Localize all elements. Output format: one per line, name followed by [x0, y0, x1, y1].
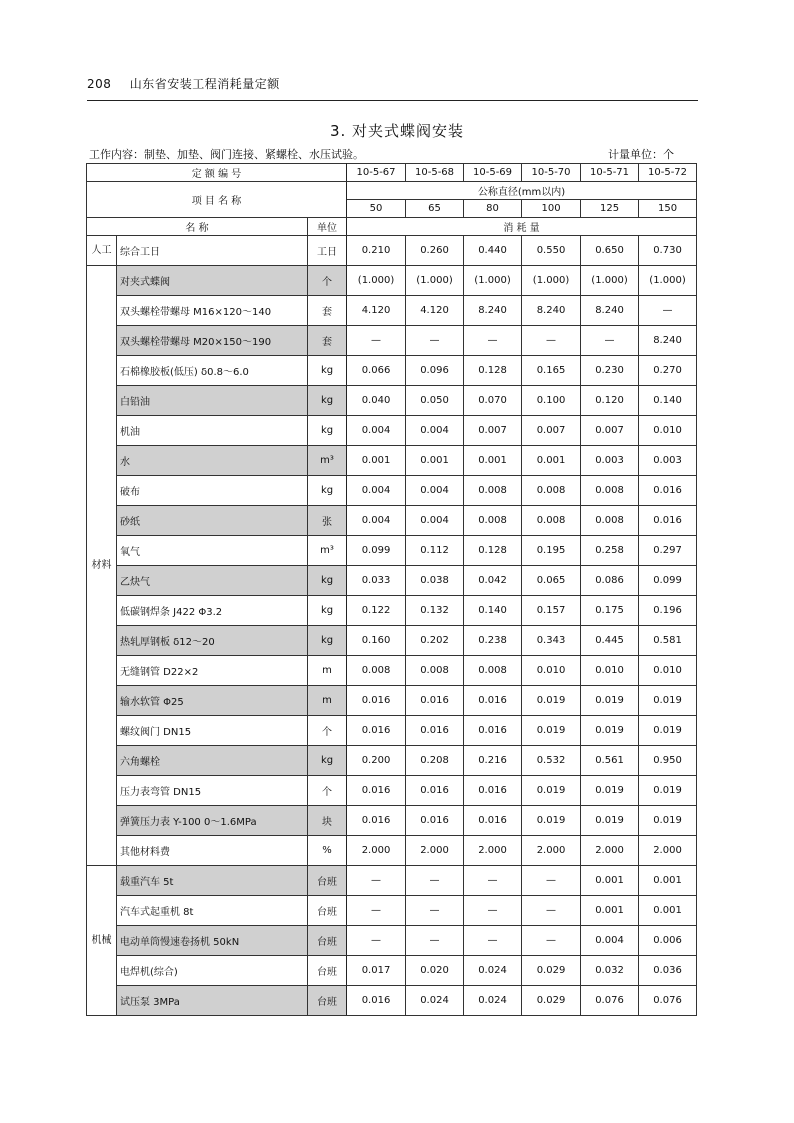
quota-code: 10-5-67 — [347, 164, 406, 182]
consumption-value: 0.196 — [639, 596, 697, 626]
consumption-value: 0.016 — [347, 806, 406, 836]
diameter-value: 65 — [406, 200, 464, 218]
consumption-value: 0.581 — [639, 626, 697, 656]
group-label: 人工 — [87, 236, 117, 266]
consumption-value: 4.120 — [347, 296, 406, 326]
consumption-value: 0.065 — [522, 566, 581, 596]
consumption-value: 0.001 — [406, 446, 464, 476]
consumption-value: 0.007 — [464, 416, 522, 446]
consumption-value: 0.210 — [347, 236, 406, 266]
consumption-value: 0.140 — [639, 386, 697, 416]
consumption-value: — — [347, 866, 406, 896]
consumption-value: 0.019 — [639, 716, 697, 746]
table-row — [87, 566, 697, 596]
consumption-value: 0.016 — [464, 716, 522, 746]
item-unit: m — [308, 686, 347, 716]
consumption-value: 0.258 — [581, 536, 639, 566]
consumption-value: 0.024 — [406, 986, 464, 1016]
consumption-value: 0.202 — [406, 626, 464, 656]
consumption-value: 0.076 — [581, 986, 639, 1016]
table-row — [87, 896, 697, 926]
consumption-value: 0.440 — [464, 236, 522, 266]
item-unit: m — [308, 656, 347, 686]
item-unit: % — [308, 836, 347, 866]
consumption-value: (1.000) — [347, 266, 406, 296]
page-number: 208 — [87, 77, 112, 91]
consumption-value: 0.086 — [581, 566, 639, 596]
consumption-value: 0.007 — [581, 416, 639, 446]
item-unit: 套 — [308, 296, 347, 326]
consumption-value: (1.000) — [639, 266, 697, 296]
item-name: 石棉橡胶板(低压) δ0.8～6.0 — [117, 356, 308, 386]
consumption-value: 0.016 — [406, 776, 464, 806]
item-unit: kg — [308, 416, 347, 446]
consumption-value: 0.008 — [522, 476, 581, 506]
consumption-value: 0.004 — [406, 416, 464, 446]
consumption-value: 2.000 — [464, 836, 522, 866]
consumption-value: 0.132 — [406, 596, 464, 626]
consumption-value: 0.016 — [347, 776, 406, 806]
consumption-value: 0.100 — [522, 386, 581, 416]
item-unit: 个 — [308, 776, 347, 806]
consumption-value: 0.004 — [347, 506, 406, 536]
consumption-value: 0.019 — [581, 716, 639, 746]
consumption-value: 0.016 — [406, 686, 464, 716]
consumption-value: 0.008 — [464, 656, 522, 686]
consumption-value: 0.032 — [581, 956, 639, 986]
consumption-value: 0.008 — [406, 656, 464, 686]
consumption-value: 0.003 — [639, 446, 697, 476]
consumption-value: — — [464, 926, 522, 956]
consumption-value: (1.000) — [581, 266, 639, 296]
item-name: 对夹式蝶阀 — [117, 266, 308, 296]
consumption-value: 0.128 — [464, 536, 522, 566]
table-row — [87, 956, 697, 986]
section-title: 3. 对夹式蝶阀安装 — [329, 122, 465, 140]
item-name: 砂纸 — [117, 506, 308, 536]
quota-code: 10-5-69 — [464, 164, 522, 182]
consumption-value: — — [522, 896, 581, 926]
table-row — [87, 446, 697, 476]
table-row — [87, 836, 697, 866]
table-row — [87, 806, 697, 836]
item-name: 机油 — [117, 416, 308, 446]
consumption-value: 8.240 — [639, 326, 697, 356]
consumption-value: 0.122 — [347, 596, 406, 626]
item-unit: 台班 — [308, 956, 347, 986]
table-row — [87, 236, 697, 266]
item-name: 氧气 — [117, 536, 308, 566]
consumption-value: 0.165 — [522, 356, 581, 386]
item-name: 电动单筒慢速卷扬机 50kN — [117, 926, 308, 956]
consumption-value: 0.007 — [522, 416, 581, 446]
consumption-value: 0.004 — [347, 476, 406, 506]
table-row — [87, 656, 697, 686]
item-name: 乙炔气 — [117, 566, 308, 596]
consumption-value: 0.001 — [347, 446, 406, 476]
item-name: 无缝钢管 D22×2 — [117, 656, 308, 686]
item-name: 六角螺栓 — [117, 746, 308, 776]
item-name: 弹簧压力表 Y-100 0～1.6MPa — [117, 806, 308, 836]
item-unit: 块 — [308, 806, 347, 836]
item-name: 压力表弯管 DN15 — [117, 776, 308, 806]
item-unit: 个 — [308, 716, 347, 746]
header-rule — [87, 100, 698, 101]
table-row — [87, 716, 697, 746]
consumption-value: 0.001 — [464, 446, 522, 476]
consumption-value: 0.019 — [581, 776, 639, 806]
consumption-value: — — [406, 896, 464, 926]
table-row — [87, 386, 697, 416]
consumption-value: 0.029 — [522, 986, 581, 1016]
item-unit: 台班 — [308, 926, 347, 956]
name-column-header: 名 称 — [87, 218, 308, 236]
consumption-value: 0.016 — [464, 806, 522, 836]
consumption-value: 0.019 — [522, 806, 581, 836]
consumption-value: 0.343 — [522, 626, 581, 656]
consumption-value: 0.120 — [581, 386, 639, 416]
consumption-value: 0.650 — [581, 236, 639, 266]
consumption-value: — — [522, 326, 581, 356]
table-row — [87, 776, 697, 806]
table-row — [87, 476, 697, 506]
diameter-value: 50 — [347, 200, 406, 218]
consumption-value: 0.532 — [522, 746, 581, 776]
item-name: 电焊机(综合) — [117, 956, 308, 986]
consumption-value: 0.008 — [522, 506, 581, 536]
consumption-value: 0.016 — [347, 686, 406, 716]
diameter-value: 125 — [581, 200, 639, 218]
item-unit: 工日 — [308, 236, 347, 266]
item-name: 螺纹阀门 DN15 — [117, 716, 308, 746]
consumption-value: — — [639, 296, 697, 326]
consumption-value: 0.019 — [522, 716, 581, 746]
quota-code: 10-5-68 — [406, 164, 464, 182]
consumption-value: 0.099 — [347, 536, 406, 566]
consumption-value: — — [406, 926, 464, 956]
consumption-value: 0.160 — [347, 626, 406, 656]
consumption-value: 0.016 — [347, 986, 406, 1016]
consumption-value: 0.096 — [406, 356, 464, 386]
consumption-value: — — [347, 926, 406, 956]
consumption-value: 0.001 — [581, 866, 639, 896]
item-unit: kg — [308, 566, 347, 596]
consumption-value: 2.000 — [406, 836, 464, 866]
table-row — [87, 866, 697, 896]
consumption-value: 0.008 — [464, 506, 522, 536]
consumption-value: 0.008 — [581, 476, 639, 506]
consumption-value: 0.038 — [406, 566, 464, 596]
quota-number-label: 定 额 编 号 — [87, 164, 347, 182]
diameter-value: 150 — [639, 200, 697, 218]
consumption-value: 0.730 — [639, 236, 697, 266]
consumption-value: 0.175 — [581, 596, 639, 626]
table-body — [87, 236, 697, 1016]
item-unit: kg — [308, 356, 347, 386]
consumption-value: 0.016 — [406, 716, 464, 746]
group-label: 材料 — [87, 266, 117, 866]
running-header — [87, 75, 280, 92]
table-row — [87, 356, 697, 386]
consumption-value: 0.099 — [639, 566, 697, 596]
item-name: 载重汽车 5t — [117, 866, 308, 896]
item-name: 破布 — [117, 476, 308, 506]
table-row — [87, 986, 697, 1016]
item-name: 双头螺栓带螺母 M16×120～140 — [117, 296, 308, 326]
consumption-value: 0.260 — [406, 236, 464, 266]
group-label: 机械 — [87, 866, 117, 1016]
consumption-value: 0.016 — [464, 776, 522, 806]
consumption-value: 0.006 — [639, 926, 697, 956]
consumption-value: 0.001 — [581, 896, 639, 926]
consumption-value: 0.004 — [347, 416, 406, 446]
item-name: 水 — [117, 446, 308, 476]
consumption-value: 0.016 — [464, 686, 522, 716]
consumption-value: 0.445 — [581, 626, 639, 656]
table-row — [87, 626, 697, 656]
table-row — [87, 926, 697, 956]
measurement-unit: 计量单位：个 — [608, 148, 674, 161]
consumption-value: 8.240 — [464, 296, 522, 326]
consumption-value: 0.230 — [581, 356, 639, 386]
item-name: 白铅油 — [117, 386, 308, 416]
consumption-value: 0.297 — [639, 536, 697, 566]
item-unit: 张 — [308, 506, 347, 536]
consumption-value: 0.008 — [347, 656, 406, 686]
consumption-value: 0.216 — [464, 746, 522, 776]
item-unit: 台班 — [308, 866, 347, 896]
quota-code: 10-5-71 — [581, 164, 639, 182]
table-row — [87, 536, 697, 566]
consumption-value: — — [522, 926, 581, 956]
consumption-value: 0.024 — [464, 956, 522, 986]
item-name: 其他材料费 — [117, 836, 308, 866]
item-unit: m³ — [308, 446, 347, 476]
item-name: 输水软管 Φ25 — [117, 686, 308, 716]
item-name: 低碳钢焊条 J422 Φ3.2 — [117, 596, 308, 626]
item-unit: 个 — [308, 266, 347, 296]
quota-code: 10-5-70 — [522, 164, 581, 182]
consumption-value: 0.195 — [522, 536, 581, 566]
consumption-value: 0.270 — [639, 356, 697, 386]
item-unit: kg — [308, 626, 347, 656]
consumption-value: — — [464, 896, 522, 926]
consumption-value: 0.076 — [639, 986, 697, 1016]
quota-code: 10-5-72 — [639, 164, 697, 182]
table-row — [87, 296, 697, 326]
consumption-value: — — [464, 326, 522, 356]
consumption-value: — — [406, 326, 464, 356]
consumption-value: 0.042 — [464, 566, 522, 596]
consumption-value: 0.157 — [522, 596, 581, 626]
consumption-value: 0.019 — [581, 806, 639, 836]
consumption-value: (1.000) — [464, 266, 522, 296]
book-title: 山东省安装工程消耗量定额 — [129, 77, 280, 91]
item-unit: kg — [308, 596, 347, 626]
diameter-value: 100 — [522, 200, 581, 218]
consumption-value: 0.128 — [464, 356, 522, 386]
item-name: 汽车式起重机 8t — [117, 896, 308, 926]
consumption-value: 0.016 — [639, 506, 697, 536]
consumption-value: (1.000) — [406, 266, 464, 296]
consumption-value: 0.008 — [464, 476, 522, 506]
consumption-value: 0.017 — [347, 956, 406, 986]
table-row — [87, 686, 697, 716]
consumption-value: — — [522, 866, 581, 896]
consumption-value: 0.001 — [639, 896, 697, 926]
consumption-value: 0.016 — [347, 716, 406, 746]
work-content: 工作内容：制垫、加垫、阀门连接、紧螺栓、水压试验。 — [89, 148, 364, 161]
consumption-value: 2.000 — [522, 836, 581, 866]
consumption-value: 0.010 — [639, 656, 697, 686]
consumption-value: 0.019 — [522, 776, 581, 806]
item-unit: kg — [308, 386, 347, 416]
consumption-value: 0.200 — [347, 746, 406, 776]
item-unit: m³ — [308, 536, 347, 566]
consumption-value: 0.004 — [406, 506, 464, 536]
consumption-value: 0.004 — [581, 926, 639, 956]
item-unit: 套 — [308, 326, 347, 356]
consumption-value: (1.000) — [522, 266, 581, 296]
table-row — [87, 326, 697, 356]
consumption-value: 0.001 — [522, 446, 581, 476]
item-unit: 台班 — [308, 986, 347, 1016]
consumption-value: 8.240 — [522, 296, 581, 326]
consumption-value: 0.561 — [581, 746, 639, 776]
consumption-value: 0.050 — [406, 386, 464, 416]
consumption-header: 消 耗 量 — [347, 218, 697, 236]
item-name: 试压泵 3MPa — [117, 986, 308, 1016]
item-name: 综合工日 — [117, 236, 308, 266]
consumption-value: 0.950 — [639, 746, 697, 776]
consumption-value: 0.016 — [639, 476, 697, 506]
consumption-value: — — [581, 326, 639, 356]
consumption-value: 0.208 — [406, 746, 464, 776]
item-unit: kg — [308, 746, 347, 776]
consumption-value: 2.000 — [347, 836, 406, 866]
consumption-value: 0.010 — [639, 416, 697, 446]
diameter-value: 80 — [464, 200, 522, 218]
consumption-value: 2.000 — [639, 836, 697, 866]
consumption-value: 0.140 — [464, 596, 522, 626]
item-unit: 台班 — [308, 896, 347, 926]
consumption-value: 0.001 — [639, 866, 697, 896]
table-row — [87, 506, 697, 536]
consumption-value: 0.010 — [581, 656, 639, 686]
unit-column-header: 单位 — [308, 218, 347, 236]
consumption-value: 0.016 — [406, 806, 464, 836]
consumption-value: 0.019 — [639, 806, 697, 836]
nominal-diameter-label: 公称直径(mm以内) — [347, 182, 697, 200]
consumption-value: 8.240 — [581, 296, 639, 326]
consumption-value: 0.550 — [522, 236, 581, 266]
consumption-value: — — [347, 326, 406, 356]
consumption-value: 0.070 — [464, 386, 522, 416]
table-row — [87, 266, 697, 296]
consumption-value: — — [347, 896, 406, 926]
consumption-value: 0.019 — [639, 686, 697, 716]
consumption-value: 0.040 — [347, 386, 406, 416]
consumption-value: 0.019 — [522, 686, 581, 716]
consumption-value: 0.029 — [522, 956, 581, 986]
consumption-value: 0.020 — [406, 956, 464, 986]
consumption-value: 0.003 — [581, 446, 639, 476]
consumption-value: 0.019 — [639, 776, 697, 806]
consumption-value: 0.033 — [347, 566, 406, 596]
table-row — [87, 596, 697, 626]
item-unit: kg — [308, 476, 347, 506]
table-header — [87, 164, 697, 236]
consumption-value: — — [464, 866, 522, 896]
consumption-value: 0.036 — [639, 956, 697, 986]
consumption-value: 0.019 — [581, 686, 639, 716]
item-name: 热轧厚钢板 δ12～20 — [117, 626, 308, 656]
consumption-value: 0.112 — [406, 536, 464, 566]
item-name-label: 项 目 名 称 — [87, 182, 347, 218]
table-row — [87, 416, 697, 446]
consumption-value: — — [406, 866, 464, 896]
item-name: 双头螺栓带螺母 M20×150～190 — [117, 326, 308, 356]
consumption-value: 0.238 — [464, 626, 522, 656]
consumption-value: 0.024 — [464, 986, 522, 1016]
table-row — [87, 746, 697, 776]
consumption-value: 0.066 — [347, 356, 406, 386]
consumption-value: 0.010 — [522, 656, 581, 686]
quota-table — [86, 163, 697, 1016]
consumption-value: 0.004 — [406, 476, 464, 506]
consumption-value: 0.008 — [581, 506, 639, 536]
consumption-value: 4.120 — [406, 296, 464, 326]
consumption-value: 2.000 — [581, 836, 639, 866]
